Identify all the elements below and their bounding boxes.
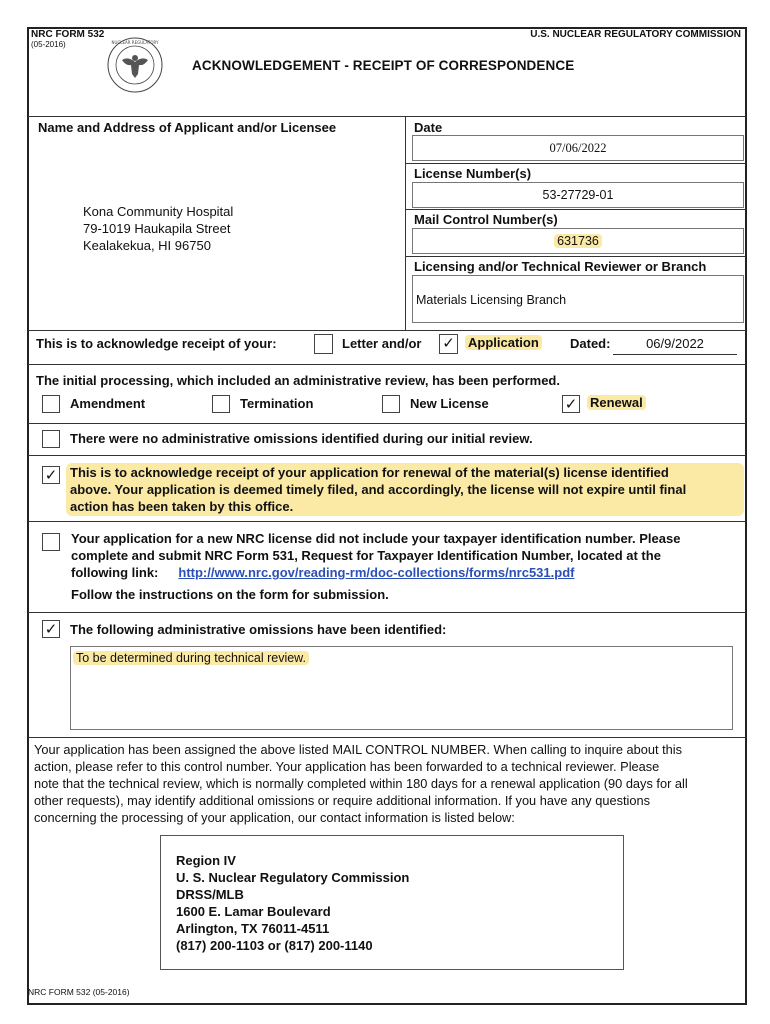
no-omissions-checkbox[interactable] <box>42 430 60 448</box>
mail-control-field[interactable] <box>412 228 744 254</box>
contact-line: Region IV <box>176 853 236 868</box>
agency-name: U.S. NUCLEAR REGULATORY COMMISSION <box>530 29 741 40</box>
divider <box>406 163 746 164</box>
form-number: NRC FORM 532 <box>31 29 105 40</box>
divider <box>406 209 746 210</box>
contact-line: (817) 200-1103 or (817) 200-1140 <box>176 938 373 953</box>
taxpayer-text <box>71 530 741 603</box>
taxpayer-line: Follow the instructions on the form for submission. <box>71 587 389 602</box>
taxpayer-checkbox[interactable] <box>42 533 60 551</box>
omissions-value: To be determined during technical review. <box>73 651 309 665</box>
amendment-checkbox[interactable] <box>42 395 60 413</box>
address-line: 79-1019 Haukapila Street <box>83 221 231 236</box>
instructions-paragraph <box>34 741 688 826</box>
omissions-field[interactable] <box>70 646 733 730</box>
divider <box>28 330 746 331</box>
renewal-ack-text <box>66 463 744 516</box>
divider <box>28 612 746 613</box>
contact-line: U. S. Nuclear Regulatory Commission <box>176 870 410 885</box>
dated-label: Dated: <box>570 336 611 351</box>
new-license-checkbox[interactable] <box>382 395 400 413</box>
renewal-checkbox[interactable]: ✓ <box>562 395 580 413</box>
omissions-text: The following administrative omissions have been identified: <box>70 622 447 637</box>
processing-text: The initial processing, which included an administrative review, has been performed. <box>36 373 560 388</box>
mail-control-label: Mail Control Number(s) <box>414 212 558 227</box>
renewal-ack-line: above. Your application is deemed timely filed, and accordingly, the license will not expire until final <box>70 482 687 497</box>
svg-text:NUCLEAR REGULATORY: NUCLEAR REGULATORY <box>111 40 159 45</box>
renewal-text: Renewal <box>587 395 646 410</box>
divider <box>28 364 746 365</box>
license-label: License Number(s) <box>414 166 532 181</box>
paragraph-line: concerning the processing of your application, our contact information is listed below: <box>34 810 515 825</box>
nrc-seal-icon <box>106 36 164 94</box>
dated-field[interactable]: 06/9/2022 <box>613 336 737 355</box>
new-license-label: New License <box>410 396 489 411</box>
divider <box>28 116 746 117</box>
omissions-checkbox[interactable]: ✓ <box>42 620 60 638</box>
termination-checkbox[interactable] <box>212 395 230 413</box>
paragraph-line: action, please refer to this control number. Your application has been forwarded to a technical reviewer. Please <box>34 759 660 774</box>
letter-label: Letter and/or <box>342 336 422 351</box>
renewal-ack-line: action has been taken by this office. <box>70 499 294 514</box>
paragraph-line: other requests), may identify additional omissions or require additional information. If you have any questions <box>34 793 651 808</box>
address-line: Kona Community Hospital <box>83 204 234 219</box>
contact-line: DRSS/MLB <box>176 887 244 902</box>
application-text: Application <box>465 335 542 350</box>
letter-checkbox[interactable] <box>314 334 333 354</box>
form-date: (05-2016) <box>31 40 66 49</box>
reviewer-label: Licensing and/or Technical Reviewer or Branch <box>414 259 707 274</box>
mail-control-value: 631736 <box>554 234 602 248</box>
taxpayer-line: Your application for a new NRC license did not include your taxpayer identification number. Please <box>71 531 681 546</box>
applicant-label: Name and Address of Applicant and/or Licensee <box>38 120 337 135</box>
renewal-ack-line: This is to acknowledge receipt of your application for renewal of the material(s) license identified <box>70 465 669 480</box>
renewal-label <box>587 395 646 410</box>
application-label <box>465 335 542 350</box>
divider <box>28 737 746 738</box>
taxpayer-link-label: following link: <box>71 565 159 580</box>
no-omissions-text: There were no administrative omissions identified during our initial review. <box>70 431 533 446</box>
taxpayer-line <box>71 564 741 581</box>
reviewer-field[interactable]: Materials Licensing Branch <box>412 275 744 323</box>
renewal-ack-checkbox[interactable]: ✓ <box>42 466 60 484</box>
license-field[interactable]: 53-27729-01 <box>412 182 744 208</box>
amendment-label: Amendment <box>70 396 146 411</box>
date-field[interactable]: 07/06/2022 <box>412 135 744 161</box>
paragraph-line: Your application has been assigned the above listed MAIL CONTROL NUMBER. When calling to inquire about this <box>34 742 683 757</box>
taxpayer-line: complete and submit NRC Form 531, Request for Taxpayer Identification Number, located at the <box>71 548 661 563</box>
termination-label: Termination <box>240 396 314 411</box>
footer-text: NRC FORM 532 (05-2016) <box>28 987 130 997</box>
divider <box>28 521 746 522</box>
page-title: ACKNOWLEDGEMENT - RECEIPT OF CORRESPONDENCE <box>192 58 575 73</box>
application-checkbox[interactable]: ✓ <box>439 334 458 354</box>
contact-line: Arlington, TX 76011-4511 <box>176 921 330 936</box>
contact-address <box>176 852 409 954</box>
contact-line: 1600 E. Lamar Boulevard <box>176 904 331 919</box>
address-line: Kealakekua, HI 96750 <box>83 238 211 253</box>
divider <box>28 455 746 456</box>
paragraph-line: note that the technical review, which is normally completed within 180 days for a renewal application (90 days for all <box>34 776 688 791</box>
applicant-address <box>83 203 233 254</box>
form-531-link[interactable]: http://www.nrc.gov/reading-rm/doc-collections/forms/nrc531.pdf <box>178 565 575 580</box>
receipt-label: This is to acknowledge receipt of your: <box>36 336 277 351</box>
date-label: Date <box>414 120 443 135</box>
divider <box>28 423 746 424</box>
divider <box>406 256 746 257</box>
divider <box>405 117 406 330</box>
